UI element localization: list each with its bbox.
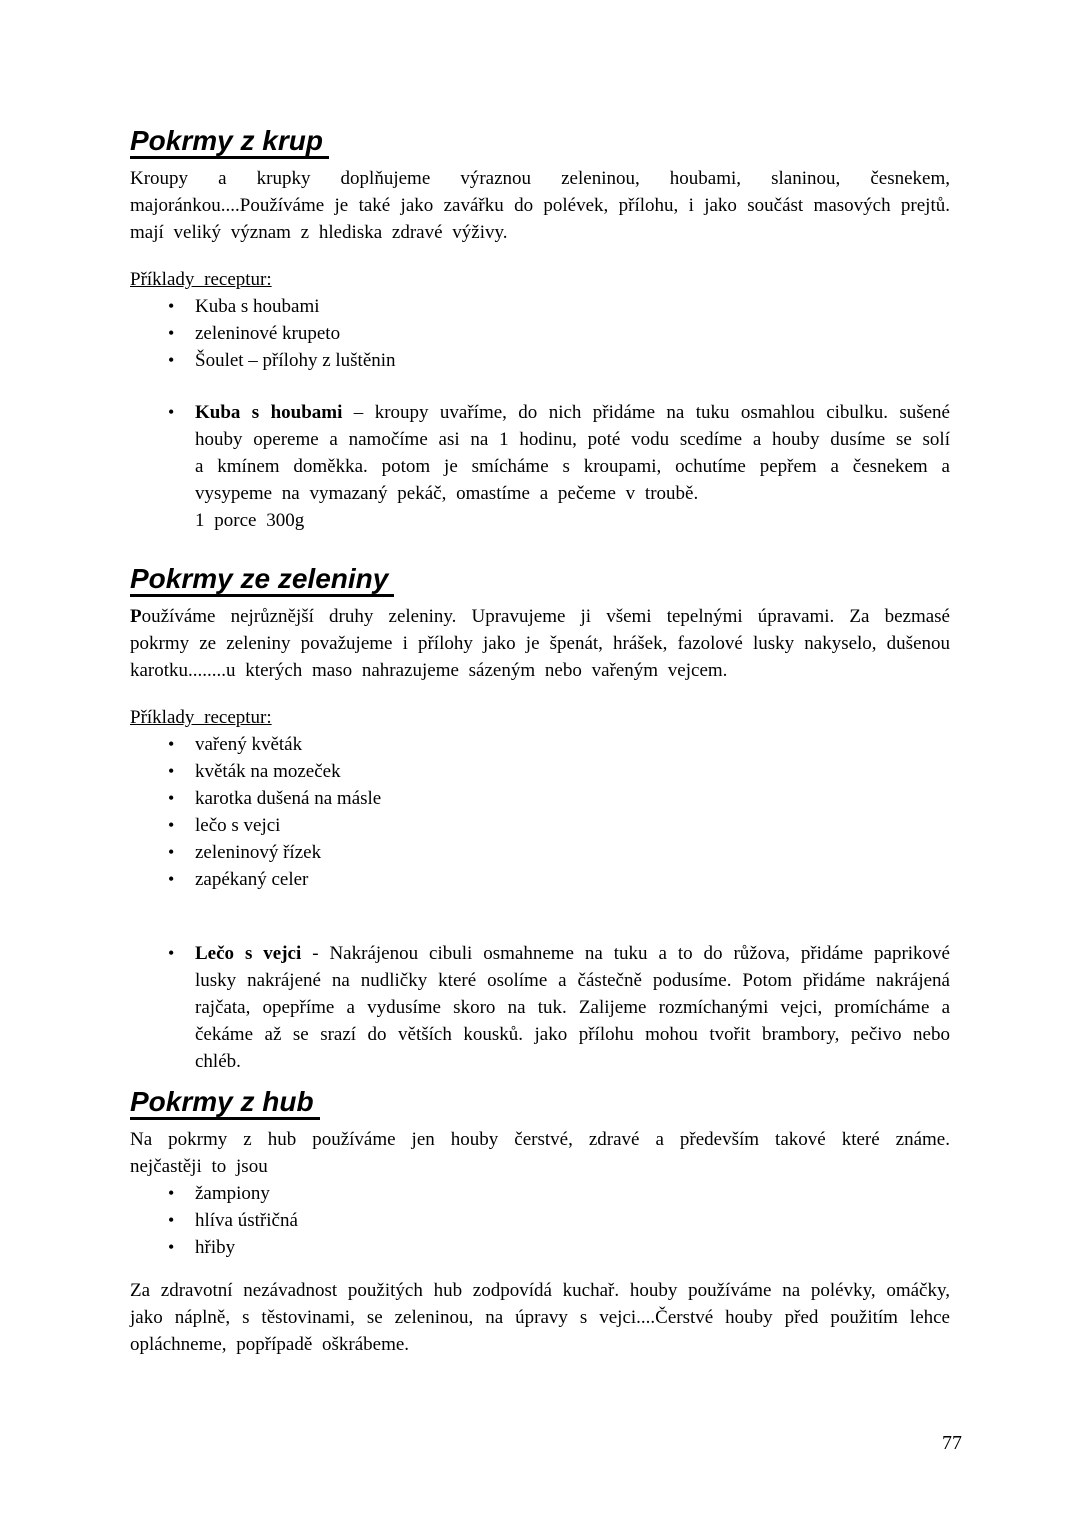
section-heading bbox=[130, 563, 950, 597]
section-heading-text: Pokrmy ze zeleniny bbox=[130, 566, 394, 597]
section-intro bbox=[130, 603, 950, 684]
section-heading-text: Pokrmy z hub bbox=[130, 1089, 320, 1120]
list-item-label: květák na mozeček bbox=[195, 761, 341, 782]
intro-rest: oužíváme nejrůznější druhy zeleniny. Upravujeme ji všemi tepelnými úpravami. Za bezmasé pokrmy ze zeleniny považujeme i přílohy jako je špenát, hrášek, fazolové lusky nakyselo, dušenou karotku........u kterých maso nahrazujeme sázeným nebo vařeným vejcem. bbox=[130, 606, 950, 681]
section-intro: Na pokrmy z hub používáme jen houby čerstvé, zdravé a především takové které známe. nejčastěji to jsou bbox=[130, 1129, 950, 1177]
recipe-name: Lečo s vejci bbox=[195, 943, 302, 964]
section-intro: Kroupy a krupky doplňujeme výraznou zeleninou, houbami, slaninou, česnekem, majoránkou....Používáme je také jako zavářku do polévek, přílohu, i jako součást masových prejtů. mají veliký význam z hlediska zdravé výživy. bbox=[130, 168, 950, 243]
recipe-item bbox=[130, 399, 950, 534]
section-heading bbox=[130, 1086, 950, 1120]
recipe-note: 1 porce 300g bbox=[195, 510, 305, 531]
section-pokrmy-z-krup bbox=[130, 125, 950, 534]
recipe-item bbox=[130, 940, 950, 1075]
page-content bbox=[130, 125, 950, 1358]
list-item-label: zeleninový řízek bbox=[195, 842, 322, 863]
section-heading bbox=[130, 125, 950, 159]
list-item bbox=[168, 347, 950, 374]
list-item-label: hřiby bbox=[195, 1237, 236, 1258]
list-item bbox=[168, 293, 950, 320]
list-item bbox=[168, 731, 950, 758]
list-item bbox=[168, 812, 950, 839]
recipe-name: Kuba s houbami bbox=[195, 402, 343, 423]
bullet-icon: • bbox=[168, 1210, 175, 1230]
list-item bbox=[168, 785, 950, 812]
list-item bbox=[168, 1207, 950, 1234]
bullet-icon: • bbox=[168, 788, 175, 808]
bullet-icon: • bbox=[168, 943, 175, 963]
bullet-icon: • bbox=[168, 1237, 175, 1257]
list-item-label: karotka dušená na másle bbox=[195, 788, 382, 809]
bullet-icon: • bbox=[168, 296, 175, 316]
list-item-label: zapékaný celer bbox=[195, 869, 309, 890]
list-item-label: hlíva ústřičná bbox=[195, 1210, 298, 1231]
examples-list bbox=[130, 1180, 950, 1261]
recipe-text: - Nakrájenou cibuli osmahneme na tuku a to do růžova, přidáme paprikové lusky nakrájené na nudličky které osolíme a částečně podusíme. Potom přidáme nakrájená rajčata, opepříme a vydusíme skoro na tuk. Zalijeme rozmíchanými vejci, promícháme a čekáme až se srazí do větších kousků. jako přílohu mohou tvořit brambory, pečivo nebo chléb. bbox=[195, 943, 950, 1072]
list-item bbox=[168, 1180, 950, 1207]
list-item-label: Kuba s houbami bbox=[195, 296, 320, 317]
section-heading-text: Pokrmy z krup bbox=[130, 128, 329, 159]
bullet-icon: • bbox=[168, 350, 175, 370]
bullet-icon: • bbox=[168, 323, 175, 343]
list-item bbox=[168, 320, 950, 347]
bullet-icon: • bbox=[168, 815, 175, 835]
examples-label: Příklady receptur: bbox=[130, 707, 272, 728]
section-pokrmy-ze-zeleniny bbox=[130, 563, 950, 1075]
recipe-text: – kroupy uvaříme, do nich přidáme na tuku osmahlou cibulku. sušené houby opereme a namočíme asi na 1 hodinu, poté vodu scedíme a houby dusíme se solí a kmínem doměkka. potom je smícháme s kroupami, ochutíme pepřem a česnekem a vysypeme na vymazaný pekáč, omastíme a pečeme v troubě. bbox=[195, 402, 950, 504]
bullet-icon: • bbox=[168, 842, 175, 862]
list-item-label: žampiony bbox=[195, 1183, 270, 1204]
examples-list bbox=[130, 293, 950, 374]
bullet-icon: • bbox=[168, 734, 175, 754]
list-item-label: lečo s vejci bbox=[195, 815, 281, 836]
intro-lead-letter: P bbox=[130, 606, 142, 627]
list-item bbox=[168, 866, 950, 893]
list-item bbox=[168, 758, 950, 785]
list-item bbox=[168, 839, 950, 866]
examples-list bbox=[130, 731, 950, 893]
bullet-icon: • bbox=[168, 1183, 175, 1203]
bullet-icon: • bbox=[168, 402, 175, 422]
bullet-icon: • bbox=[168, 761, 175, 781]
section-outro: Za zdravotní nezávadnost použitých hub zodpovídá kuchař. houby používáme na polévky, omáčky, jako náplně, s těstovinami, se zeleninou, na úpravy s vejci....Čerstvé houby před použitím lehce opláchneme, popřípadě oškrábeme. bbox=[130, 1280, 950, 1355]
section-pokrmy-z-hub bbox=[130, 1086, 950, 1358]
list-item bbox=[168, 1234, 950, 1261]
list-item-label: vařený květák bbox=[195, 734, 303, 755]
list-item-label: Šoulet – přílohy z luštěnin bbox=[195, 350, 396, 371]
page-number: 77 bbox=[942, 1432, 962, 1454]
bullet-icon: • bbox=[168, 869, 175, 889]
examples-label: Příklady receptur: bbox=[130, 269, 272, 290]
list-item-label: zeleninové krupeto bbox=[195, 323, 341, 344]
